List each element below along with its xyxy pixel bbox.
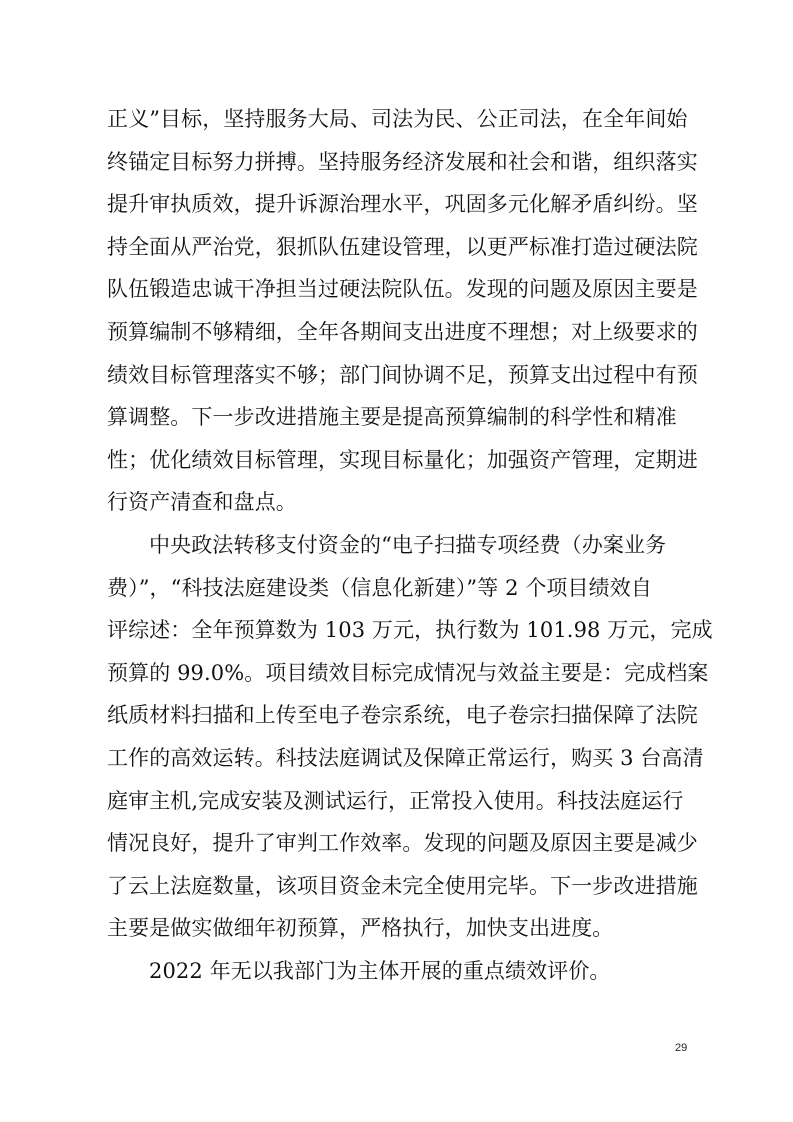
body-text bbox=[107, 98, 713, 992]
text-line: 行资产清查和盘点。 bbox=[107, 490, 297, 515]
text-line: 算调整。下一步改进措施主要是提高预算编制的科学性和精准 bbox=[107, 405, 677, 430]
text-line: 了云上法庭数量，该项目资金未完全使用完毕。下一步改进措施 bbox=[107, 873, 698, 898]
text-line: 终锚定目标努力拼搏。坚持服务经济发展和社会和谐，组织落实 bbox=[107, 149, 698, 174]
text-line: 提升审执质效，提升诉源治理水平，巩固多元化解矛盾纠纷。坚 bbox=[107, 192, 698, 217]
text-line: 性；优化绩效目标管理，实现目标量化；加强资产管理，定期进 bbox=[107, 447, 698, 472]
text-line: 持全面从严治党，狠抓队伍建设管理，以更严标准打造过硬法院 bbox=[107, 234, 698, 259]
text-line: 工作的高效运转。科技法庭调试及保障正常运行，购买 3 台高清 bbox=[107, 745, 704, 770]
text-line: 队伍锻造忠诚干净担当过硬法院队伍。发现的问题及原因主要是 bbox=[107, 277, 698, 302]
text-line: 评综述：全年预算数为 103 万元，执行数为 101.98 万元，完成 bbox=[107, 618, 713, 643]
text-line: 情况良好，提升了审判工作效率。发现的问题及原因主要是减少 bbox=[107, 831, 698, 856]
paragraph-first-line: 2022 年无以我部门为主体开展的重点绩效评价。 bbox=[149, 958, 611, 983]
text-line: 绩效目标管理落实不够；部门间协调不足，预算支出过程中有预 bbox=[107, 362, 698, 387]
text-line: 预算的 99.0%。项目绩效目标完成情况与效益主要是：完成档案 bbox=[107, 660, 709, 685]
text-line: 庭审主机,完成安装及测试运行，正常投入使用。科技法庭运行 bbox=[107, 788, 684, 813]
text-line: 正义”目标，坚持服务大局、司法为民、公正司法，在全年间始 bbox=[107, 107, 688, 131]
paragraph-first-line: 中央政法转移支付资金的“电子扫描专项经费（办案业务 bbox=[149, 532, 667, 557]
text-line: 纸质材料扫描和上传至电子卷宗系统，电子卷宗扫描保障了法院 bbox=[107, 703, 698, 728]
page-number: 29 bbox=[675, 1042, 688, 1054]
text-line: 预算编制不够精细，全年各期间支出进度不理想；对上级要求的 bbox=[107, 319, 698, 344]
text-line: 主要是做实做细年初预算，严格执行，加快支出进度。 bbox=[107, 916, 614, 941]
text-line: 费）”，“科技法庭建设类（信息化新建）”等 2 个项目绩效自 bbox=[107, 575, 652, 600]
